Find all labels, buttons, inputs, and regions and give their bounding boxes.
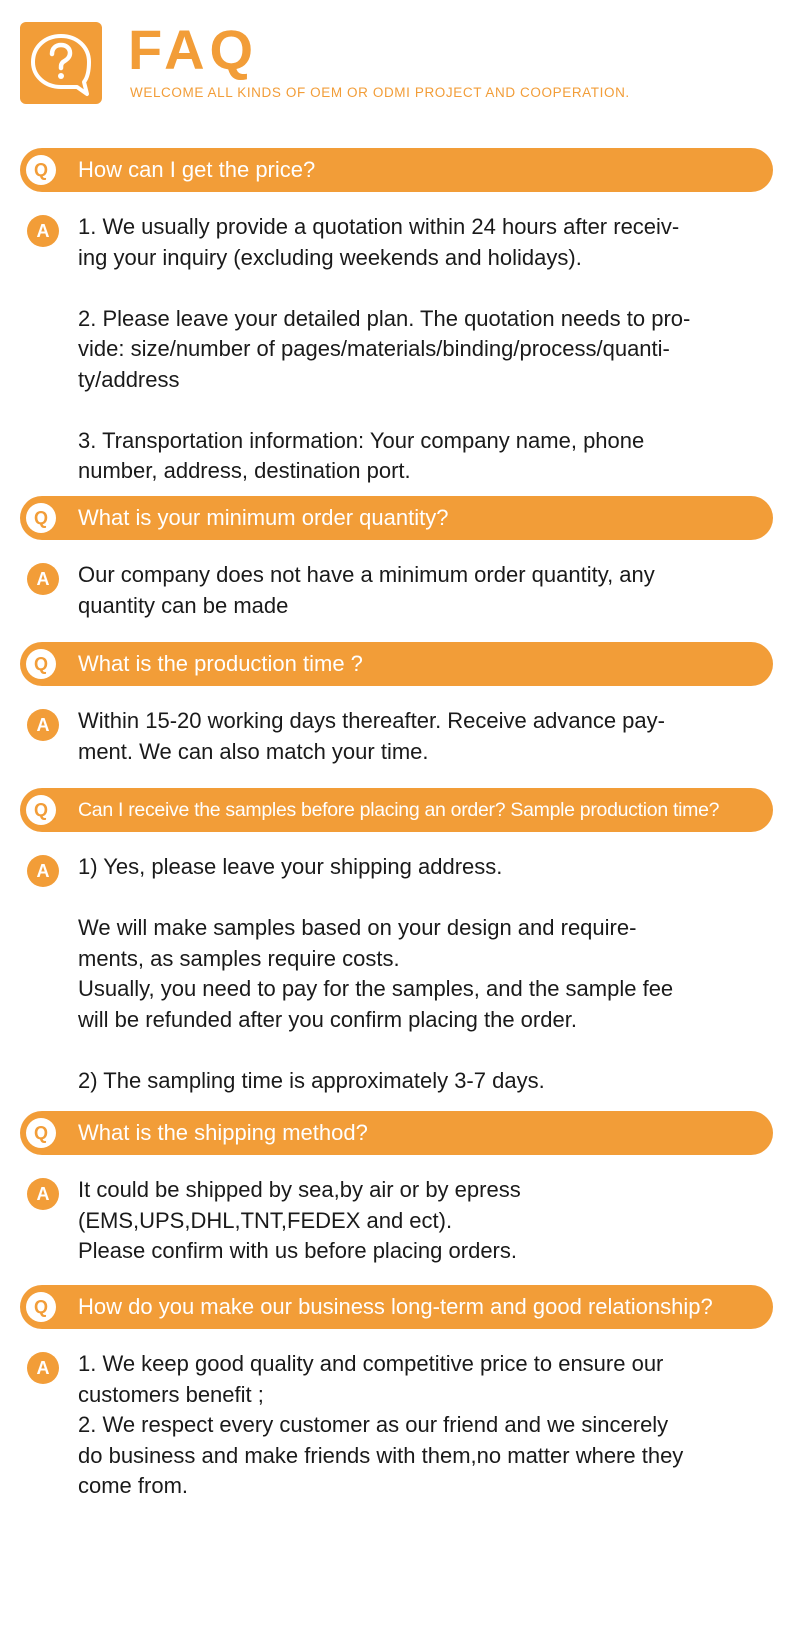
answer-line: will be refunded after you confirm placing the order. (78, 1006, 577, 1032)
question-marker-icon: Q (26, 503, 56, 533)
answer-line: ing your inquiry (excluding weekends and holidays). (78, 244, 582, 270)
answer-line (78, 395, 778, 426)
question-text: How can I get the price? (78, 157, 316, 182)
question-bar (20, 1285, 773, 1329)
answer-text (78, 560, 778, 621)
answer-line: 2. Please leave your detailed plan. The quotation needs to pro- (78, 305, 691, 331)
question-bar (20, 496, 773, 540)
answer-line: do business and make friends with them,no matter where they (78, 1442, 684, 1468)
answer-line (78, 883, 778, 914)
question-bar (20, 1111, 773, 1155)
answer-line: 1. We keep good quality and competitive price to ensure our (78, 1351, 664, 1376)
question-marker-icon: Q (26, 155, 56, 185)
answer-line: 2) The sampling time is approximately 3-7 days. (78, 1067, 545, 1093)
answer-marker-icon: A (27, 215, 59, 247)
page-subtitle: WELCOME ALL KINDS OF OEM OR ODMI PROJECT AND COOPERATION. (130, 85, 630, 100)
question-marker-icon: Q (26, 649, 56, 679)
question-text: What is your minimum order quantity? (78, 505, 449, 530)
answer-marker-icon: A (27, 1352, 59, 1384)
answer-text (78, 852, 778, 1096)
question-marker-icon: Q (26, 1292, 56, 1322)
answer-text (78, 1175, 778, 1267)
answer-line: quantity can be made (78, 592, 289, 618)
question-text: What is the production time ? (78, 651, 363, 676)
answer-line (78, 1035, 778, 1066)
answer-line: ments, as samples require costs. (78, 945, 400, 971)
answer-line: ty/address (78, 366, 180, 392)
question-marker-icon: Q (26, 1118, 56, 1148)
question-bar (20, 148, 773, 192)
page-title: FAQ (128, 18, 259, 81)
question-bar (20, 788, 773, 832)
answer-line: 2. We respect every customer as our friend and we sincerely (78, 1412, 669, 1437)
answer-line: number, address, destination port. (78, 458, 411, 483)
answer-line: Please confirm with us before placing orders. (78, 1238, 517, 1263)
answer-text (78, 212, 778, 487)
answer-line: 1) Yes, please leave your shipping address. (78, 854, 503, 879)
faq-header (0, 0, 790, 110)
question-text: Can I receive the samples before placing an order? Sample production time? (78, 799, 720, 821)
answer-line: customers benefit ; (78, 1381, 264, 1407)
answer-line: (EMS,UPS,DHL,TNT,FEDEX and ect). (78, 1207, 453, 1233)
answer-line (78, 273, 778, 304)
answer-line: Within 15-20 working days thereafter. Receive advance pay- (78, 708, 665, 733)
answer-line: 3. Transportation information: Your company name, phone (78, 427, 645, 453)
question-bar (20, 642, 773, 686)
question-bubble-icon (20, 22, 102, 104)
answer-line: vide: size/number of pages/materials/binding/process/quanti- (78, 336, 670, 361)
answer-marker-icon: A (27, 709, 59, 741)
answer-line: It could be shipped by sea,by air or by epress (78, 1177, 521, 1202)
answer-text (78, 1349, 778, 1502)
answer-text (78, 706, 778, 767)
question-marker-icon: Q (26, 795, 56, 825)
answer-line: Usually, you need to pay for the samples, and the sample fee (78, 976, 674, 1001)
answer-marker-icon: A (27, 855, 59, 887)
answer-line: come from. (78, 1473, 189, 1498)
answer-marker-icon: A (27, 563, 59, 595)
answer-line: We will make samples based on your design and require- (78, 915, 637, 940)
answer-line: Our company does not have a minimum order quantity, any (78, 562, 655, 587)
answer-marker-icon: A (27, 1178, 59, 1210)
answer-line: ment. We can also match your time. (78, 738, 429, 764)
question-text: What is the shipping method? (78, 1120, 368, 1145)
answer-line: 1. We usually provide a quotation within 24 hours after receiv- (78, 214, 680, 239)
question-text: How do you make our business long-term and good relationship? (78, 1294, 713, 1319)
